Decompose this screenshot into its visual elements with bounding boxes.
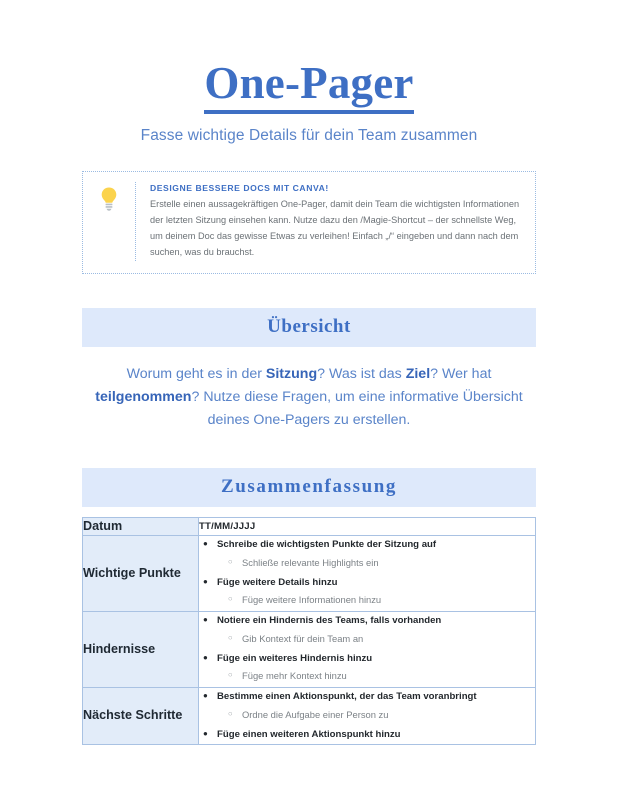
sub-bullet-list: [217, 629, 535, 648]
table-row: [83, 517, 536, 536]
page-title: [82, 0, 536, 107]
overview-keyword: Ziel: [405, 365, 431, 382]
table-row: [83, 612, 536, 688]
list-item: [217, 536, 535, 574]
tip-box: [82, 171, 536, 273]
list-item-text: ● Schreibe die wichtigsten Punkte der Sitzung auf: [217, 539, 436, 550]
sub-bullet-list: [217, 590, 535, 609]
row-content[interactable]: [199, 612, 536, 688]
row-label: Wichtige Punkte: [83, 536, 199, 612]
date-value: TT/MM/JJJJ: [199, 521, 256, 532]
lightbulb-icon: [99, 186, 119, 212]
sub-bullet-list: [217, 666, 535, 685]
page-title-text: One-Pager: [204, 58, 413, 114]
list-item-text: ● Füge einen weiteren Aktionspunkt hinzu: [217, 729, 401, 740]
bullet-list: [199, 612, 535, 687]
sub-list-item-text: ○ Füge mehr Kontext hinzu: [242, 670, 347, 681]
overview-text-run: ? Nutze diese Fragen, um eine informative Übersicht deines One-Pagers zu erstellen.: [191, 388, 523, 428]
row-label: Nächste Schritte: [83, 688, 199, 745]
sub-list-item: [242, 553, 535, 572]
page-subtitle: Fasse wichtige Details für dein Team zusammen: [140, 127, 478, 145]
sub-list-item-text: ○ Schließe relevante Highlights ein: [242, 557, 379, 568]
sub-list-item: [242, 590, 535, 609]
sub-bullet-list: [217, 705, 535, 724]
row-label: Datum: [83, 517, 199, 536]
summary-table: [82, 517, 536, 746]
overview-keyword: Sitzung: [265, 365, 318, 382]
list-item-text: ● Bestimme einen Aktionspunkt, der das Team voranbringt: [217, 691, 477, 702]
sub-list-item-text: ○ Füge weitere Informationen hinzu: [242, 594, 381, 605]
tip-icon-cell: [83, 182, 135, 212]
summary-table-body: [83, 517, 536, 745]
overview-paragraph: [82, 347, 536, 432]
list-item: [217, 650, 535, 688]
bullet-list: [199, 536, 535, 611]
sub-list-item-text: ○ Ordne die Aufgabe einer Person zu: [242, 709, 388, 720]
row-content[interactable]: [199, 688, 536, 745]
overview-keyword: teilgenommen: [95, 388, 192, 405]
list-item-text: ● Notiere ein Hindernis des Teams, falls vorhanden: [217, 615, 441, 626]
tip-body: [136, 182, 535, 260]
overview-heading: Übersicht: [267, 315, 351, 337]
list-item-text: ● Füge ein weiteres Hindernis hinzu: [217, 653, 372, 664]
overview-text-run: Worum geht es in der: [126, 365, 266, 382]
list-item: [217, 574, 535, 612]
table-row: [83, 688, 536, 745]
bullet-list: [199, 688, 535, 744]
list-item-text: ● Füge weitere Details hinzu: [217, 577, 337, 588]
sub-list-item: [242, 629, 535, 648]
tip-heading: DESIGNE BESSERE DOCS MIT CANVA!: [150, 183, 329, 194]
row-content[interactable]: [199, 536, 536, 612]
row-content[interactable]: [199, 517, 536, 536]
sub-list-item: [242, 666, 535, 685]
overview-text-run: ? Wer hat: [430, 365, 492, 382]
tip-text: Erstelle einen aussagekräftigen One-Pager, damit dein Team die wichtigsten Informationen der letzten Sitzung einsehen kann. Nutze dazu den /Magie-Shortcut – der schnellste Weg, um deinem Doc das gewisse Etwas zu verleihen! Einfach „/“ eingeben und dann nach dem suchen, was du brauchst.: [150, 199, 520, 257]
sub-bullet-list: [217, 553, 535, 572]
list-item: [217, 612, 535, 650]
overview-heading-band: [82, 308, 536, 347]
overview-text-run: ? Was ist das: [317, 365, 406, 382]
list-item: [217, 726, 535, 744]
summary-heading-band: [82, 468, 536, 507]
sub-list-item-text: ○ Gib Kontext für dein Team an: [242, 633, 363, 644]
table-row: [83, 536, 536, 612]
list-item: [217, 688, 535, 726]
row-label: Hindernisse: [83, 612, 199, 688]
sub-list-item: [242, 705, 535, 724]
summary-heading: Zusammenfassung: [220, 475, 398, 497]
